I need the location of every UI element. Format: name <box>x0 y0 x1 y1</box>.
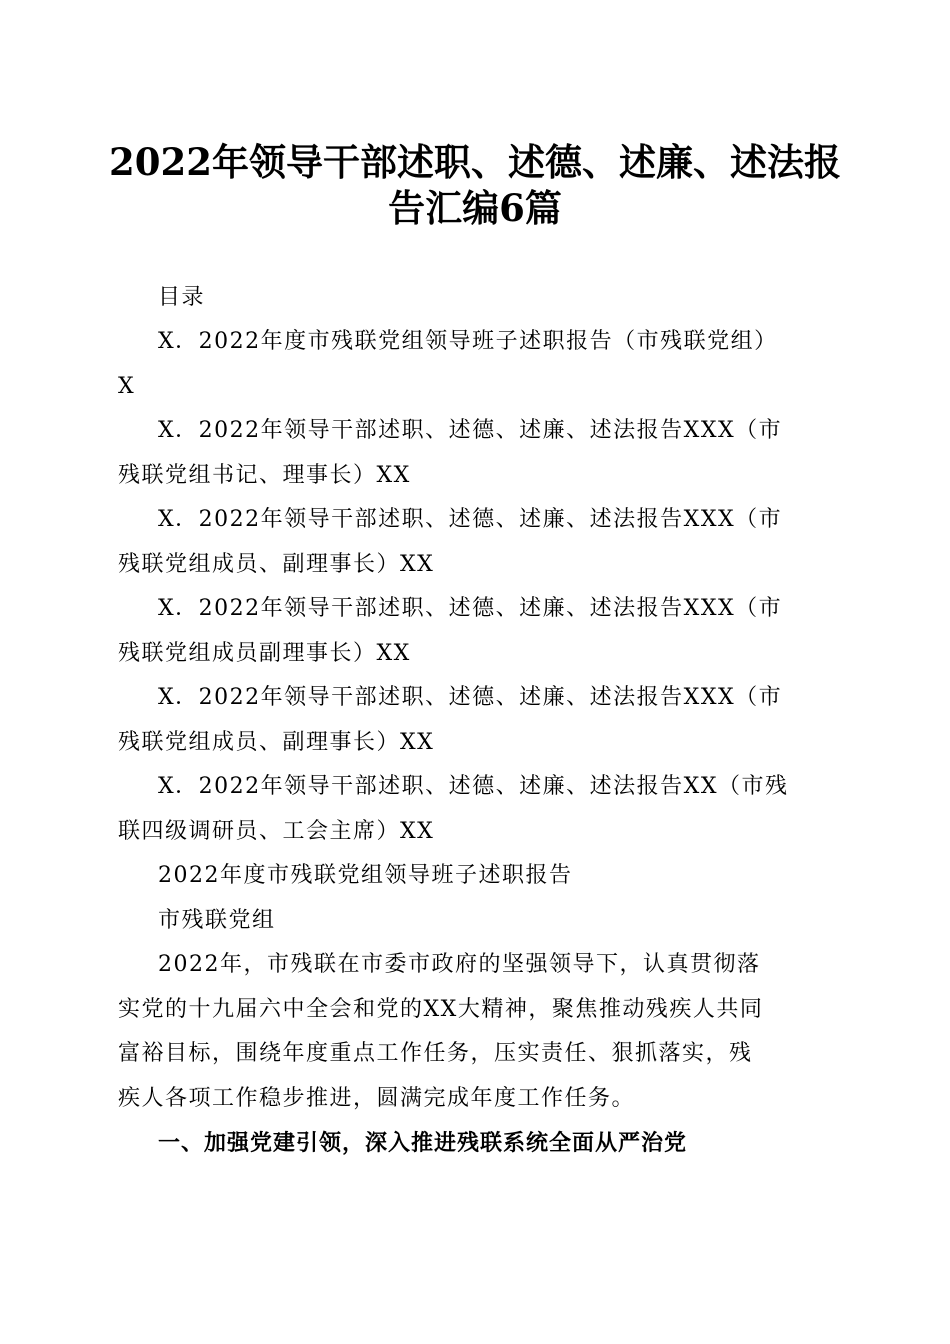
toc-entry-6-line-2: 联四级调研员、工会主席）XX <box>118 819 435 844</box>
section-author: 市残联党组 <box>158 908 276 933</box>
toc-entry-2-line-2: 残联党组书记、理事长）XX <box>118 463 411 488</box>
paragraph-line-3: 富裕目标，围绕年度重点工作任务，压实责任、狠抓落实，残 <box>118 1041 753 1066</box>
toc-entry-4-line-2: 残联党组成员副理事长）XX <box>118 641 411 666</box>
document-title-line-1: 2022年领导干部述职、述德、述廉、述法报 <box>109 140 841 184</box>
toc-entry-1-line-1: X．2022年度市残联党组领导班子述职报告（市残联党组） <box>158 329 778 354</box>
document-title-line-2: 告汇编6篇 <box>388 186 562 230</box>
section-title: 2022年度市残联党组领导班子述职报告 <box>158 863 573 888</box>
paragraph-line-2: 实党的十九届六中全会和党的XX大精神，聚焦推动残疾人共同 <box>118 997 764 1022</box>
toc-entry-4-line-1: X．2022年领导干部述职、述德、述廉、述法报告XXX（市 <box>158 596 783 621</box>
toc-entry-3-line-1: X．2022年领导干部述职、述德、述廉、述法报告XXX（市 <box>158 507 783 532</box>
paragraph-line-1: 2022年，市残联在市委市政府的坚强领导下，认真贯彻落 <box>158 952 761 977</box>
toc-entry-6-line-1: X．2022年领导干部述职、述德、述廉、述法报告XX（市残 <box>158 774 789 799</box>
toc-label: 目录 <box>158 285 206 310</box>
paragraph-line-4: 疾人各项工作稳步推进，圆满完成年度工作任务。 <box>118 1086 636 1111</box>
toc-entry-5-line-2: 残联党组成员、副理事长）XX <box>118 730 435 755</box>
toc-entry-5-line-1: X．2022年领导干部述职、述德、述廉、述法报告XXX（市 <box>158 685 783 710</box>
toc-entry-3-line-2: 残联党组成员、副理事长）XX <box>118 552 435 577</box>
toc-entry-2-line-1: X．2022年领导干部述职、述德、述廉、述法报告XXX（市 <box>158 418 783 443</box>
section-heading-1: 一、加强党建引领，深入推进残联系统全面从严治党 <box>158 1131 688 1156</box>
toc-entry-1-line-2: X <box>118 374 136 399</box>
